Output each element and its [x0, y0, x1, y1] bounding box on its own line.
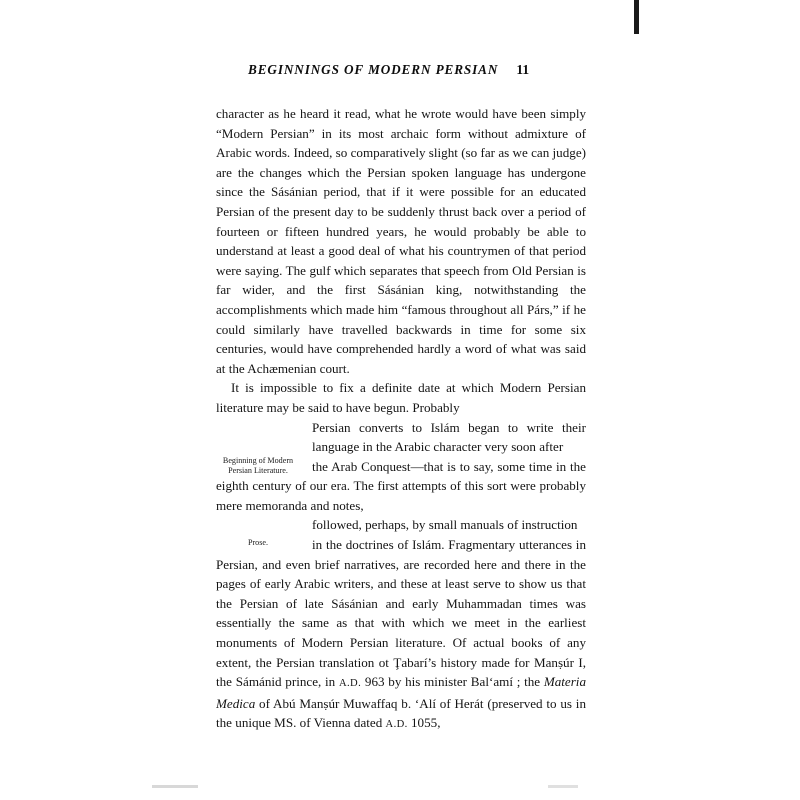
running-head: [248, 62, 586, 78]
paragraph-2-cont-2: the Arab Conquest—that is to say, some time in the eighth century of our era. The first attempts of this sort were probably mere memoranda and notes,: [216, 458, 586, 513]
ad-abbrev-1: A.D.: [338, 678, 362, 690]
p2-text-e: in the doctrines of Islám. Fragmentary utterances in Persian, and even brief narratives, are recorded here and there in the pages of early Arabic writers, and these at least serve to show us that the Persian of late Sásánian and early Muhammadan times was essentially the same as that with which we meet in the earliest monuments of Modern Persian literature. Of actual books of any extent, the Persian translation ot Ţabarí’s history made for Manṣúr I, the Sámánid prince, in: [216, 537, 586, 690]
paragraph-2-block: [216, 378, 586, 735]
scan-artifact-bottom-left: [152, 785, 198, 788]
scan-artifact-bottom-right: [548, 785, 578, 788]
scan-artifact-top: [634, 0, 639, 34]
p2-text-f: 963 by his minister Bal‘amí ; the: [361, 674, 544, 690]
paragraph-2-cont-4: [216, 535, 586, 735]
sidenote-prose: Prose.: [247, 538, 268, 548]
book-title-materia-medica: Materia Medica: [216, 674, 586, 711]
running-head-title: BEGINNINGS OF MODERN PERSIAN: [248, 62, 499, 77]
page-content: [216, 62, 586, 735]
paragraph-2-cont-3: followed, perhaps, by small manuals of instruction: [312, 517, 578, 533]
paragraph-1: character as he heard it read, what he wrote would have been simply “Modern Persian” in its most archaic form without admixture of Arabic words. Indeed, so comparatively slight (so far as we can judge) are the changes which the Persian spoken language has undergone since the Sásánian period, that if it were possible for an educated Persian of the present day to be suddenly thrust back over a period of fourteen or fifteen hundred years, he would probably be able to understand at least a good deal of what his countrymen of that period were saying. The gulf which separates that speech from Old Persian is far wider, and the first Sásánian king, notwithstanding the accomplishments which made him “famous throughout all Párs,” if he could similarly have travelled backwards in time for some six centuries, would have comprehended hardly a word of what was said at the Achæmenian court.: [216, 106, 586, 376]
ad-abbrev-2: A.D.: [385, 719, 408, 731]
body-text: [216, 104, 586, 735]
sidenote-beginning-of-modern-persian-literature: Beginning of Modern Persian Literature.: [222, 455, 294, 475]
p2-text-g: of Abú Manṣúr Muwaffaq b. ‘Alí of Herát (preserved to us in the unique MS. of Vienna dated: [216, 695, 586, 731]
paragraph-2-cont-1: Persian converts to Islám began to write their language in the Arabic character very soon after: [312, 419, 586, 455]
p2-text-h: 1055,: [407, 715, 441, 731]
paragraph-2-lead: It is impossible to fix a definite date at which Modern Persian literature may be said to have begun. Probably: [216, 380, 586, 415]
page-number: 11: [516, 62, 530, 77]
